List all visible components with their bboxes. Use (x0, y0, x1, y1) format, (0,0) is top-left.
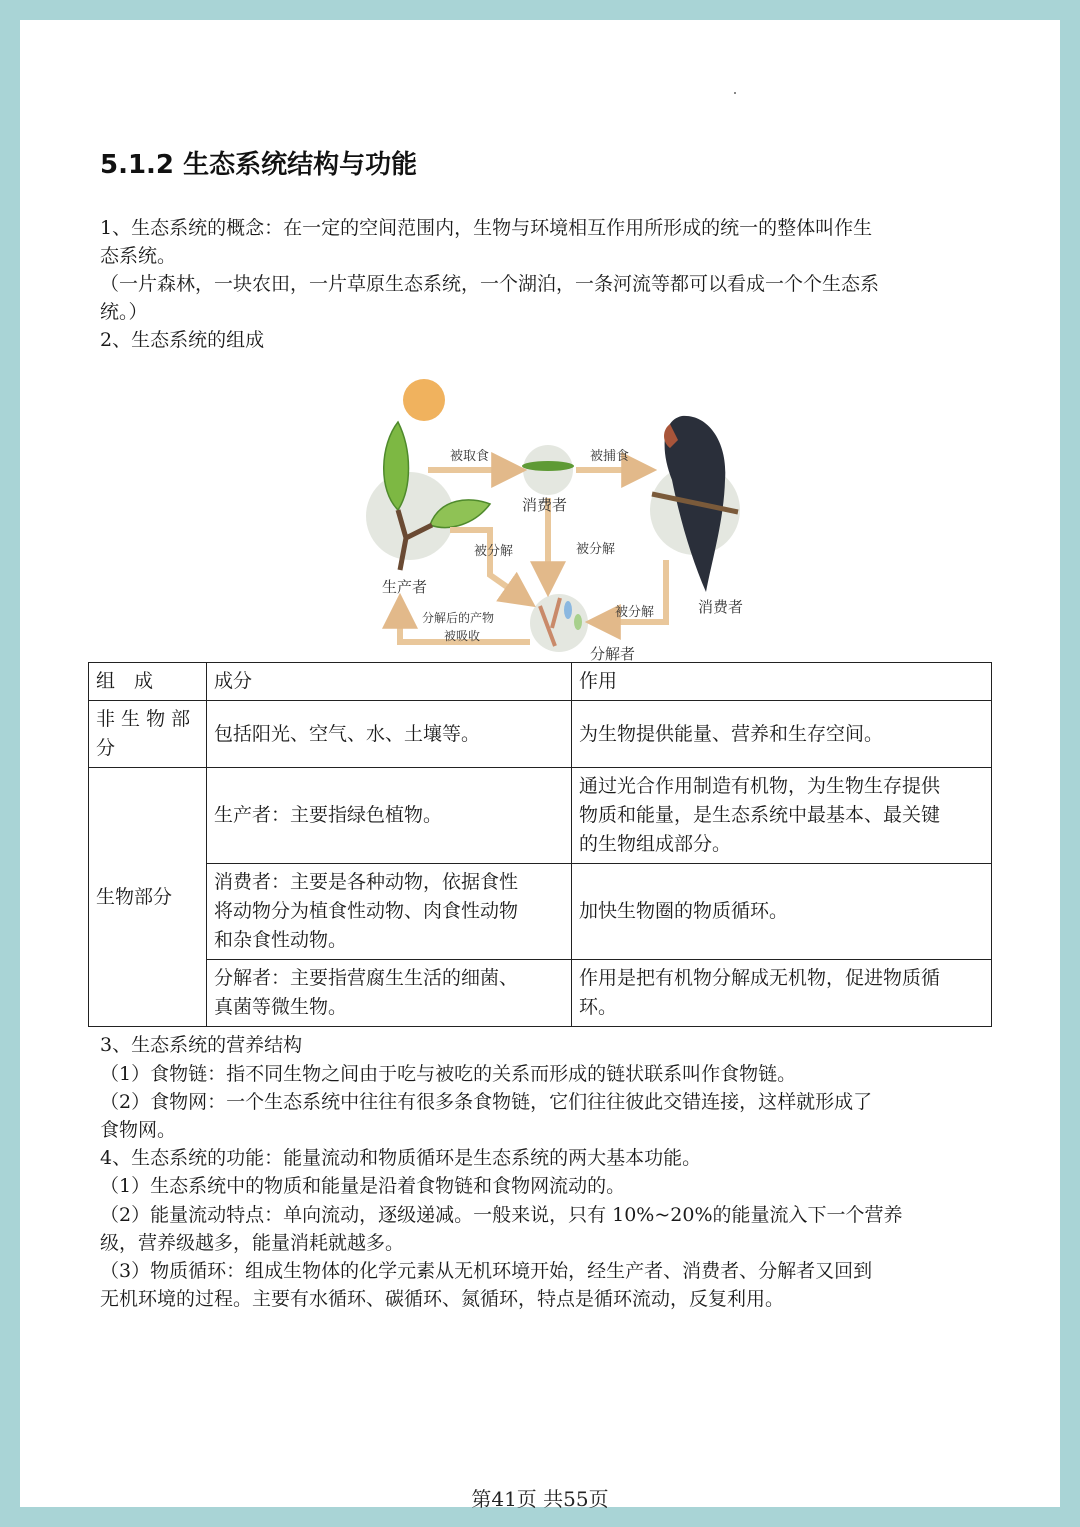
function-producer-line-3: 的生物组成部分。 (579, 833, 732, 855)
document-page (20, 20, 1060, 1511)
function-item-3-line-1: （3）物质循环：组成生物体的化学元素从无机环境开始，经生产者、消费者、分解者又回到 (100, 1260, 873, 1282)
function-decomposer (572, 960, 992, 1027)
function-producer (572, 768, 992, 864)
label-consumer-2: 消费者 (698, 598, 744, 616)
label-decomposed-2: 被分解 (576, 542, 616, 557)
ecosystem-diagram (340, 360, 744, 663)
component-decomposer (207, 960, 572, 1027)
component-abiotic: 包括阳光、空气、水、土壤等。 (207, 701, 572, 768)
table-header-row (89, 663, 992, 701)
function-producer-line-1: 通过光合作用制造有机物，为生物生存提供 (579, 775, 941, 797)
label-eaten: 被取食 (450, 449, 490, 464)
function-decomposer-line-2: 环。 (579, 996, 618, 1018)
food-chain-line: （1）食物链：指不同生物之间由于吃与被吃的关系而形成的链状联系叫作食物链。 (100, 1063, 797, 1085)
concept-line-1: 1、生态系统的概念：在一定的空间范围内，生物与环境相互作用所形成的统一的整体叫作生 (100, 217, 873, 239)
component-producer: 生产者：主要指绿色植物。 (207, 768, 572, 864)
label-decomposed-3: 被分解 (615, 605, 655, 620)
composition-table (88, 662, 992, 1027)
function-producer-line-2: 物质和能量，是生态系统中最基本、最关键 (579, 804, 941, 826)
function-consumer: 加快生物圈的物质循环。 (572, 864, 992, 960)
bacteria-icon (564, 601, 572, 619)
function-item-2-line-2: 级，营养级越多，能量消耗就越多。 (100, 1232, 405, 1254)
label-consumer-1: 消费者 (522, 496, 568, 514)
composition-heading: 2、生态系统的组成 (100, 329, 265, 351)
table-row (89, 768, 992, 864)
table-row (89, 864, 992, 960)
speck-mark (734, 92, 736, 94)
function-item-1: （1）生态系统中的物质和能量是沿着食物链和食物网流动的。 (100, 1175, 626, 1197)
header-component: 成分 (207, 663, 572, 701)
arrow-decomp-producer (450, 530, 530, 603)
component-consumer-line-2: 将动物分为植食性动物、肉食性动物 (214, 900, 519, 922)
label-decomposer: 分解者 (590, 645, 636, 663)
food-web-line-1: （2）食物网：一个生态系统中往往有很多条食物链，它们往往彼此交错连接，这样就形成了 (100, 1091, 873, 1113)
concept-note-line-1: （一片森林，一块农田，一片草原生态系统，一个湖泊，一条河流等都可以看成一个个生态系 (100, 273, 880, 295)
group-abiotic-line-1: 非 生 物 部 (96, 708, 191, 730)
component-consumer-line-3: 和杂食性动物。 (214, 929, 348, 951)
page-number: 第41页 共55页 (471, 1487, 609, 1511)
label-products: 分解后的产物 (422, 611, 495, 625)
sun-icon (403, 379, 445, 421)
group-abiotic-line-2: 分 (96, 737, 116, 759)
label-absorbed: 被吸收 (444, 629, 481, 643)
function-heading: 4、生态系统的功能：能量流动和物质循环是生态系统的两大基本功能。 (100, 1147, 702, 1169)
concept-note-line-2: 统。） (100, 301, 148, 323)
group-abiotic (89, 701, 207, 768)
function-item-2-line-1: （2）能量流动特点：单向流动，逐级递减。一般来说，只有 10%~20%的能量流入下一个营养 (100, 1204, 903, 1226)
component-consumer (207, 864, 572, 960)
concept-line-2: 态系统。 (100, 245, 177, 267)
label-preyed: 被捕食 (590, 449, 630, 464)
header-function: 作用 (572, 663, 992, 701)
caterpillar-icon (522, 461, 574, 471)
component-decomposer-line-1: 分解者：主要指营腐生生活的细菌、 (214, 967, 519, 989)
label-decomposed-1: 被分解 (474, 544, 514, 559)
function-abiotic: 为生物提供能量、营养和生存空间。 (572, 701, 992, 768)
label-producer: 生产者 (382, 578, 428, 596)
table-row (89, 701, 992, 768)
structure-heading: 3、生态系统的营养结构 (100, 1034, 303, 1056)
bacteria-icon-2 (574, 614, 582, 630)
group-biotic: 生物部分 (89, 768, 207, 1027)
function-decomposer-line-1: 作用是把有机物分解成无机物，促进物质循 (579, 967, 941, 989)
table-row (89, 960, 992, 1027)
header-group: 组 成 (89, 663, 207, 701)
section-title: 5.1.2 生态系统结构与功能 (100, 150, 418, 180)
food-web-line-2: 食物网。 (100, 1119, 177, 1141)
component-consumer-line-1: 消费者：主要是各种动物，依据食性 (214, 871, 519, 893)
component-decomposer-line-2: 真菌等微生物。 (214, 996, 348, 1018)
function-item-3-line-2: 无机环境的过程。主要有水循环、碳循环、氮循环，特点是循环流动，反复利用。 (100, 1288, 785, 1310)
